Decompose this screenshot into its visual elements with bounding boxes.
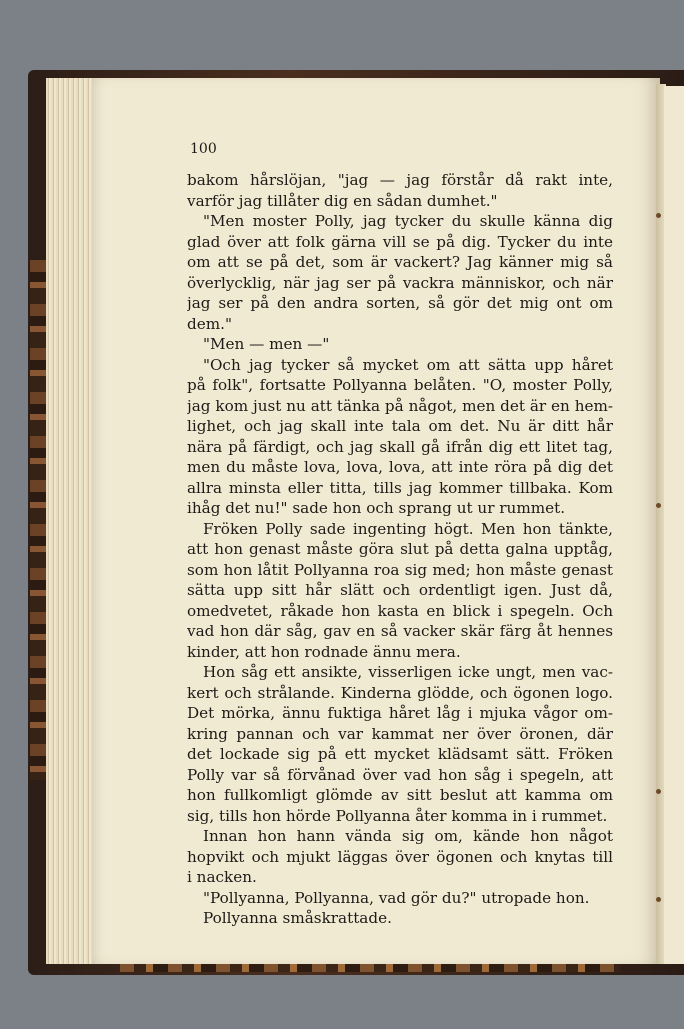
text-line: kert och strålande. Kinderna glödde, och ögonen logo.	[187, 683, 613, 702]
text-line: Hon såg ett ansikte, visserligen icke ungt, men vac-	[203, 663, 613, 681]
text-line: jag ser på den andra sorten, så gör det mig ont om	[187, 294, 613, 312]
text-line: i nacken.	[187, 868, 257, 886]
right-page-sliver	[664, 86, 684, 964]
text-line: ihåg det nu!" sade hon och sprang ut ur rummet.	[187, 499, 566, 517]
text-line: Det mörka, ännu fuktiga håret låg i mjuka vågor om-	[187, 704, 613, 722]
text-line: Fröken Polly sade ingenting högt. Men hon tänkte,	[203, 519, 613, 538]
text-line: varför jag tillåter dig en sådan dumhet."	[187, 191, 498, 210]
text-line: på folk", fortsatte Pollyanna belåten. "O, moster Polly,	[187, 376, 613, 394]
ink-mark	[656, 213, 661, 218]
text-line: dem."	[187, 314, 232, 333]
text-line: kinder, att hon rodnade ännu mera.	[187, 642, 461, 661]
ink-mark	[656, 789, 661, 794]
text-line: det lockade sig på ett mycket klädsamt sätt. Fröken	[187, 745, 613, 763]
text-line: lighet, och jag skall inte tala om det. Nu är ditt hår	[187, 417, 613, 435]
text-line: allra minsta eller titta, tills jag kommer tillbaka. Kom	[187, 478, 613, 497]
text-line: vad hon där såg, gav en så vacker skär färg åt hennes	[187, 622, 613, 640]
marbled-edge	[30, 260, 46, 780]
text-line: glad över att folk gärna vill se på dig. Tycker du inte	[187, 232, 613, 251]
text-line: nära på färdigt, och jag skall gå ifrån dig ett litet tag,	[187, 437, 613, 456]
text-line: men du måste lova, lova, lova, att inte röra på dig det	[187, 458, 613, 476]
text-line: som hon låtit Pollyanna roa sig med; hon måste genast	[187, 560, 613, 579]
text-line: omedvetet, råkade hon kasta en blick i spegeln. Och	[187, 601, 613, 620]
body-text	[187, 170, 613, 929]
text-line: "Men — men —"	[203, 335, 330, 353]
text-line: hopvikt och mjukt läggas över ögonen och knytas till	[187, 847, 613, 866]
text-line: "Men moster Polly, jag tycker du skulle känna dig	[203, 212, 613, 230]
text-line: sig, tills hon hörde Pollyanna åter komma in i rummet.	[187, 806, 608, 825]
text-line: Polly var så förvånad över vad hon såg i spegeln, att	[187, 765, 613, 784]
text-line: Innan hon hann vända sig om, kände hon något	[203, 827, 613, 845]
page-edges	[46, 78, 98, 964]
text-line: bakom hårslöjan, "jag — jag förstår då rakt inte,	[187, 171, 613, 189]
text-line: överlycklig, när jag ser på vackra människor, och när	[187, 273, 613, 292]
ink-mark	[656, 503, 661, 508]
text-line: "Och jag tycker så mycket om att sätta upp håret	[203, 355, 613, 374]
text-line: hon fullkomligt glömde av sitt beslut att kamma om	[187, 786, 613, 804]
text-line: sätta upp sitt hår slätt och ordentligt igen. Just då,	[187, 581, 613, 599]
text-line: jag kom just nu att tänka på något, men det är en hem-	[187, 396, 613, 415]
text-line: Pollyanna småskrattade.	[203, 909, 392, 927]
text-line: "Pollyanna, Pollyanna, vad gör du?" utropade hon.	[203, 888, 590, 907]
text-line: om att se på det, som är vackert? Jag känner mig så	[187, 253, 613, 271]
page-number: 100	[190, 141, 217, 157]
text-line: att hon genast måste göra slut på detta galna upptåg,	[187, 540, 613, 558]
text-line: kring pannan och var kammat ner över öronen, där	[187, 724, 613, 743]
ink-mark	[656, 897, 661, 902]
